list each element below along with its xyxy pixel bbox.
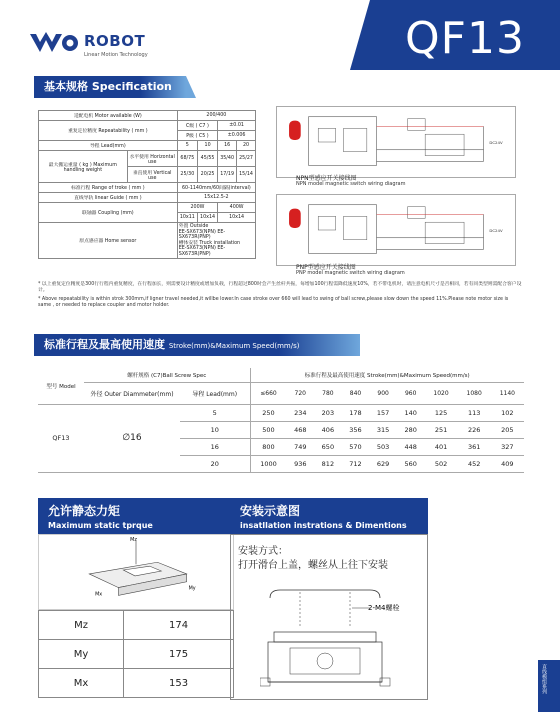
spec-repeat-label: 重复定位精度 Repeatability ( mm ) — [39, 121, 178, 141]
table-row — [39, 640, 234, 669]
npn-caption-en: NPN model magnetic switch wiring diagram — [296, 181, 406, 187]
speed-lead-cell: 20 — [180, 455, 250, 472]
speed-header-lead: 导程 Lead(mm) — [180, 382, 250, 404]
torque-name: Mx — [39, 669, 124, 698]
speed-value-cell: 448 — [397, 438, 425, 455]
speed-header-spec: 螺杆规格 (C7)Ball Screw Spec — [84, 368, 250, 382]
side-tab-label: 直线模组系列 — [541, 664, 547, 694]
spec-home-truck-models: EE-SX673(NPN) EE-SX673R(PNP) — [178, 246, 226, 257]
brand-subtitle: Linear Motion Technology — [84, 52, 148, 58]
spec-coupling-label: 联轴器 Coupling (mm) — [39, 203, 178, 223]
torque-axis-mx: Mx — [95, 591, 103, 598]
install-title-cn: 安装示意图 — [240, 504, 301, 518]
spec-home-outside: 外置 Outside — [178, 224, 209, 229]
spec-motor-label: 适配电机 Motor available (W) — [39, 111, 178, 121]
spec-repeat-c-value: ±0.01 — [218, 121, 256, 131]
torque-axis-my: My — [188, 585, 196, 592]
spec-horizontal-label: 水平使用 Horizontal use — [127, 151, 177, 167]
speed-value-cell: 251 — [425, 421, 458, 438]
speed-value-cell: 406 — [314, 421, 342, 438]
npn-caption-cn: NPN型感应开关接线图 — [296, 175, 357, 182]
speed-value-cell: 650 — [314, 438, 342, 455]
brand-name: ROBOT — [84, 32, 146, 50]
speed-lead-cell: 10 — [180, 421, 250, 438]
speed-lead-cell: 5 — [180, 404, 250, 421]
speed-header-stroke: 标准行程及最高使用速度 Stroke(mm)&Maximum Speed(mm/s) — [250, 368, 524, 382]
speed-value-cell: 205 — [491, 421, 524, 438]
spec-horizontal-value: 35/40 — [218, 151, 237, 167]
speed-stroke-header: 1020 — [425, 382, 458, 404]
pnp-caption-en: PNP model magnetic switch wiring diagram — [296, 270, 405, 276]
install-method-label: 安装方式： — [238, 546, 288, 557]
speed-value-cell: 570 — [342, 438, 370, 455]
spec-repeat-p: P级 ( C5 ) — [177, 131, 217, 141]
spec-vertical-label: 垂直使用 Vertical use — [127, 167, 177, 183]
speed-value-cell: 113 — [458, 404, 491, 421]
speed-stroke-header: 1080 — [458, 382, 491, 404]
speed-value-cell: 327 — [491, 438, 524, 455]
spec-home-truck: 槽体安装 Truck installation — [178, 240, 241, 246]
spec-horizontal-value: 25/27 — [237, 151, 256, 167]
speed-stroke-header: 840 — [342, 382, 370, 404]
speed-stroke-header: 780 — [314, 382, 342, 404]
install-method-text: 打开滑台上盖，螺丝从上往下安装 — [238, 560, 388, 571]
spec-lead-label: 导程 Lead(mm) — [39, 141, 178, 151]
speed-value-cell: 356 — [342, 421, 370, 438]
speed-value-cell: 315 — [369, 421, 397, 438]
torque-panel-header — [38, 498, 234, 534]
speed-value-cell: 102 — [491, 404, 524, 421]
spec-vertical-value: 15/14 — [237, 167, 256, 183]
table-row — [39, 669, 234, 698]
speed-title-en: Stroke(mm)&Maximum Speed(mm/s) — [168, 342, 300, 350]
install-diagram — [260, 578, 410, 696]
pnp-dc-label: DC24V — [489, 227, 503, 233]
speed-value-cell: 503 — [369, 438, 397, 455]
torque-name: My — [39, 640, 124, 669]
speed-value-cell: 749 — [286, 438, 314, 455]
speed-value-cell: 203 — [314, 404, 342, 421]
speed-stroke-header: ≤660 — [250, 382, 286, 404]
spec-coupling-value: 10x14 — [218, 213, 256, 223]
spec-coupling-value: 10x11 — [177, 213, 197, 223]
note-cn: * 以上重复定位精度是300行行程内重复精度，在行程加长，则需要设计精度或增加负载，行程超过800时会产生丝杆共振，每增加100行程需降低速度10%，若不带电机时，请注意电机尺寸是否相同，若有同类型则需配合客户设计。 — [38, 282, 522, 293]
note-en: * Above repeatability is within strok 300mm,if ligner travel needed,it willbe lower.In case stroke over 660 will lead to swing of ball screw,please slow down the speed 11%.Please note motor size is same , or needed to replace coupler and motor holder. — [38, 297, 509, 308]
spec-stroke-value: 60-1140mm/60间隔(interval) — [177, 183, 255, 193]
speed-value-cell: 250 — [250, 404, 286, 421]
speed-section-title — [34, 334, 360, 356]
spec-motor-value: 200/400 — [177, 111, 255, 121]
model-banner: QF13 — [370, 0, 560, 70]
speed-value-cell: 409 — [491, 455, 524, 472]
spec-lead: 16 — [218, 141, 237, 151]
speed-value-cell: 629 — [369, 455, 397, 472]
spec-vertical-value: 25/30 — [177, 167, 197, 183]
torque-value: 175 — [124, 640, 234, 669]
table-row — [38, 404, 524, 421]
speed-model-cell: QF13 — [38, 404, 84, 472]
spec-horizontal-value: 45/55 — [197, 151, 217, 167]
spec-lead: 10 — [197, 141, 217, 151]
speed-value-cell: 280 — [397, 421, 425, 438]
speed-header-outer: 外径 Outer Diammeter(mm) — [84, 382, 180, 404]
spec-home-label: 原点感应器 Home sensor — [39, 223, 178, 259]
speed-value-cell: 812 — [314, 455, 342, 472]
torque-value: 153 — [124, 669, 234, 698]
spec-table — [38, 110, 256, 259]
speed-value-cell: 560 — [397, 455, 425, 472]
speed-header-model: 型号 Model — [38, 368, 84, 404]
spec-stroke-label: 标准行程 Range of troke ( mm ) — [39, 183, 178, 193]
spec-repeat-p-value: ±0.006 — [218, 131, 256, 141]
spec-lead: 20 — [237, 141, 256, 151]
spec-coupling-value: 10x14 — [197, 213, 217, 223]
speed-value-cell: 178 — [342, 404, 370, 421]
speed-value-cell: 468 — [286, 421, 314, 438]
side-tab — [538, 660, 560, 712]
speed-value-cell: 452 — [458, 455, 491, 472]
speed-outer-cell: ∅16 — [84, 404, 180, 472]
speed-value-cell: 140 — [397, 404, 425, 421]
torque-diagram — [38, 534, 234, 610]
pnp-caption-cn: PNP型感应开关接线图 — [296, 264, 356, 271]
torque-title-en: Maximum static tprque — [48, 521, 153, 530]
speed-stroke-header: 960 — [397, 382, 425, 404]
spec-lead: 5 — [177, 141, 197, 151]
speed-value-cell: 500 — [250, 421, 286, 438]
speed-value-cell: 712 — [342, 455, 370, 472]
torque-axis-mz: Mz — [130, 536, 137, 543]
spec-guide-label: 直线导轨 linear Guide ( mm ) — [39, 193, 178, 203]
spec-guide-value: 15x12.5-2 — [177, 193, 255, 203]
spec-home-outside-models: EE-SX673(NPN) EE-SX673R(PNP) — [178, 229, 226, 240]
npn-dc-label: DC24V — [489, 139, 503, 145]
spec-home-values — [177, 223, 255, 259]
speed-value-cell: 125 — [425, 404, 458, 421]
speed-table — [38, 368, 524, 473]
speed-stroke-header: 1140 — [491, 382, 524, 404]
install-panel-header — [230, 498, 428, 534]
torque-table — [38, 610, 234, 698]
spec-horizontal-value: 68/75 — [177, 151, 197, 167]
pnp-wiring-diagram — [276, 194, 516, 266]
install-title-en: insatllation instrations & Dimentions — [240, 521, 407, 530]
speed-value-cell: 157 — [369, 404, 397, 421]
speed-value-cell: 226 — [458, 421, 491, 438]
spec-repeat-c: C级 ( C7 ) — [177, 121, 217, 131]
spec-vertical-value: 17/19 — [218, 167, 237, 183]
speed-value-cell: 401 — [425, 438, 458, 455]
torque-name: Mz — [39, 611, 124, 640]
install-bolt-label: 2-M4螺栓 — [368, 604, 400, 612]
brand-logo — [28, 28, 178, 70]
spec-vertical-value: 20/25 — [197, 167, 217, 183]
spec-load-label: 最大搬运重量 ( kg ) Maximum handling weight — [39, 151, 128, 183]
speed-stroke-header: 900 — [369, 382, 397, 404]
torque-title-cn: 允许静态力矩 — [48, 504, 121, 518]
speed-stroke-header: 720 — [286, 382, 314, 404]
speed-title-cn: 标准行程及最高使用速度 — [44, 338, 165, 351]
spec-section-title: 基本规格 Specification — [34, 76, 186, 98]
speed-lead-cell: 16 — [180, 438, 250, 455]
logo-mark-icon — [28, 30, 80, 56]
speed-value-cell: 234 — [286, 404, 314, 421]
speed-value-cell: 936 — [286, 455, 314, 472]
table-row — [39, 611, 234, 640]
speed-value-cell: 361 — [458, 438, 491, 455]
speed-value-cell: 1000 — [250, 455, 286, 472]
torque-value: 174 — [124, 611, 234, 640]
speed-value-cell: 800 — [250, 438, 286, 455]
spec-coupling-400w: 400W — [218, 203, 256, 213]
speed-value-cell: 502 — [425, 455, 458, 472]
npn-wiring-diagram — [276, 106, 516, 178]
spec-coupling-200w: 200W — [177, 203, 217, 213]
